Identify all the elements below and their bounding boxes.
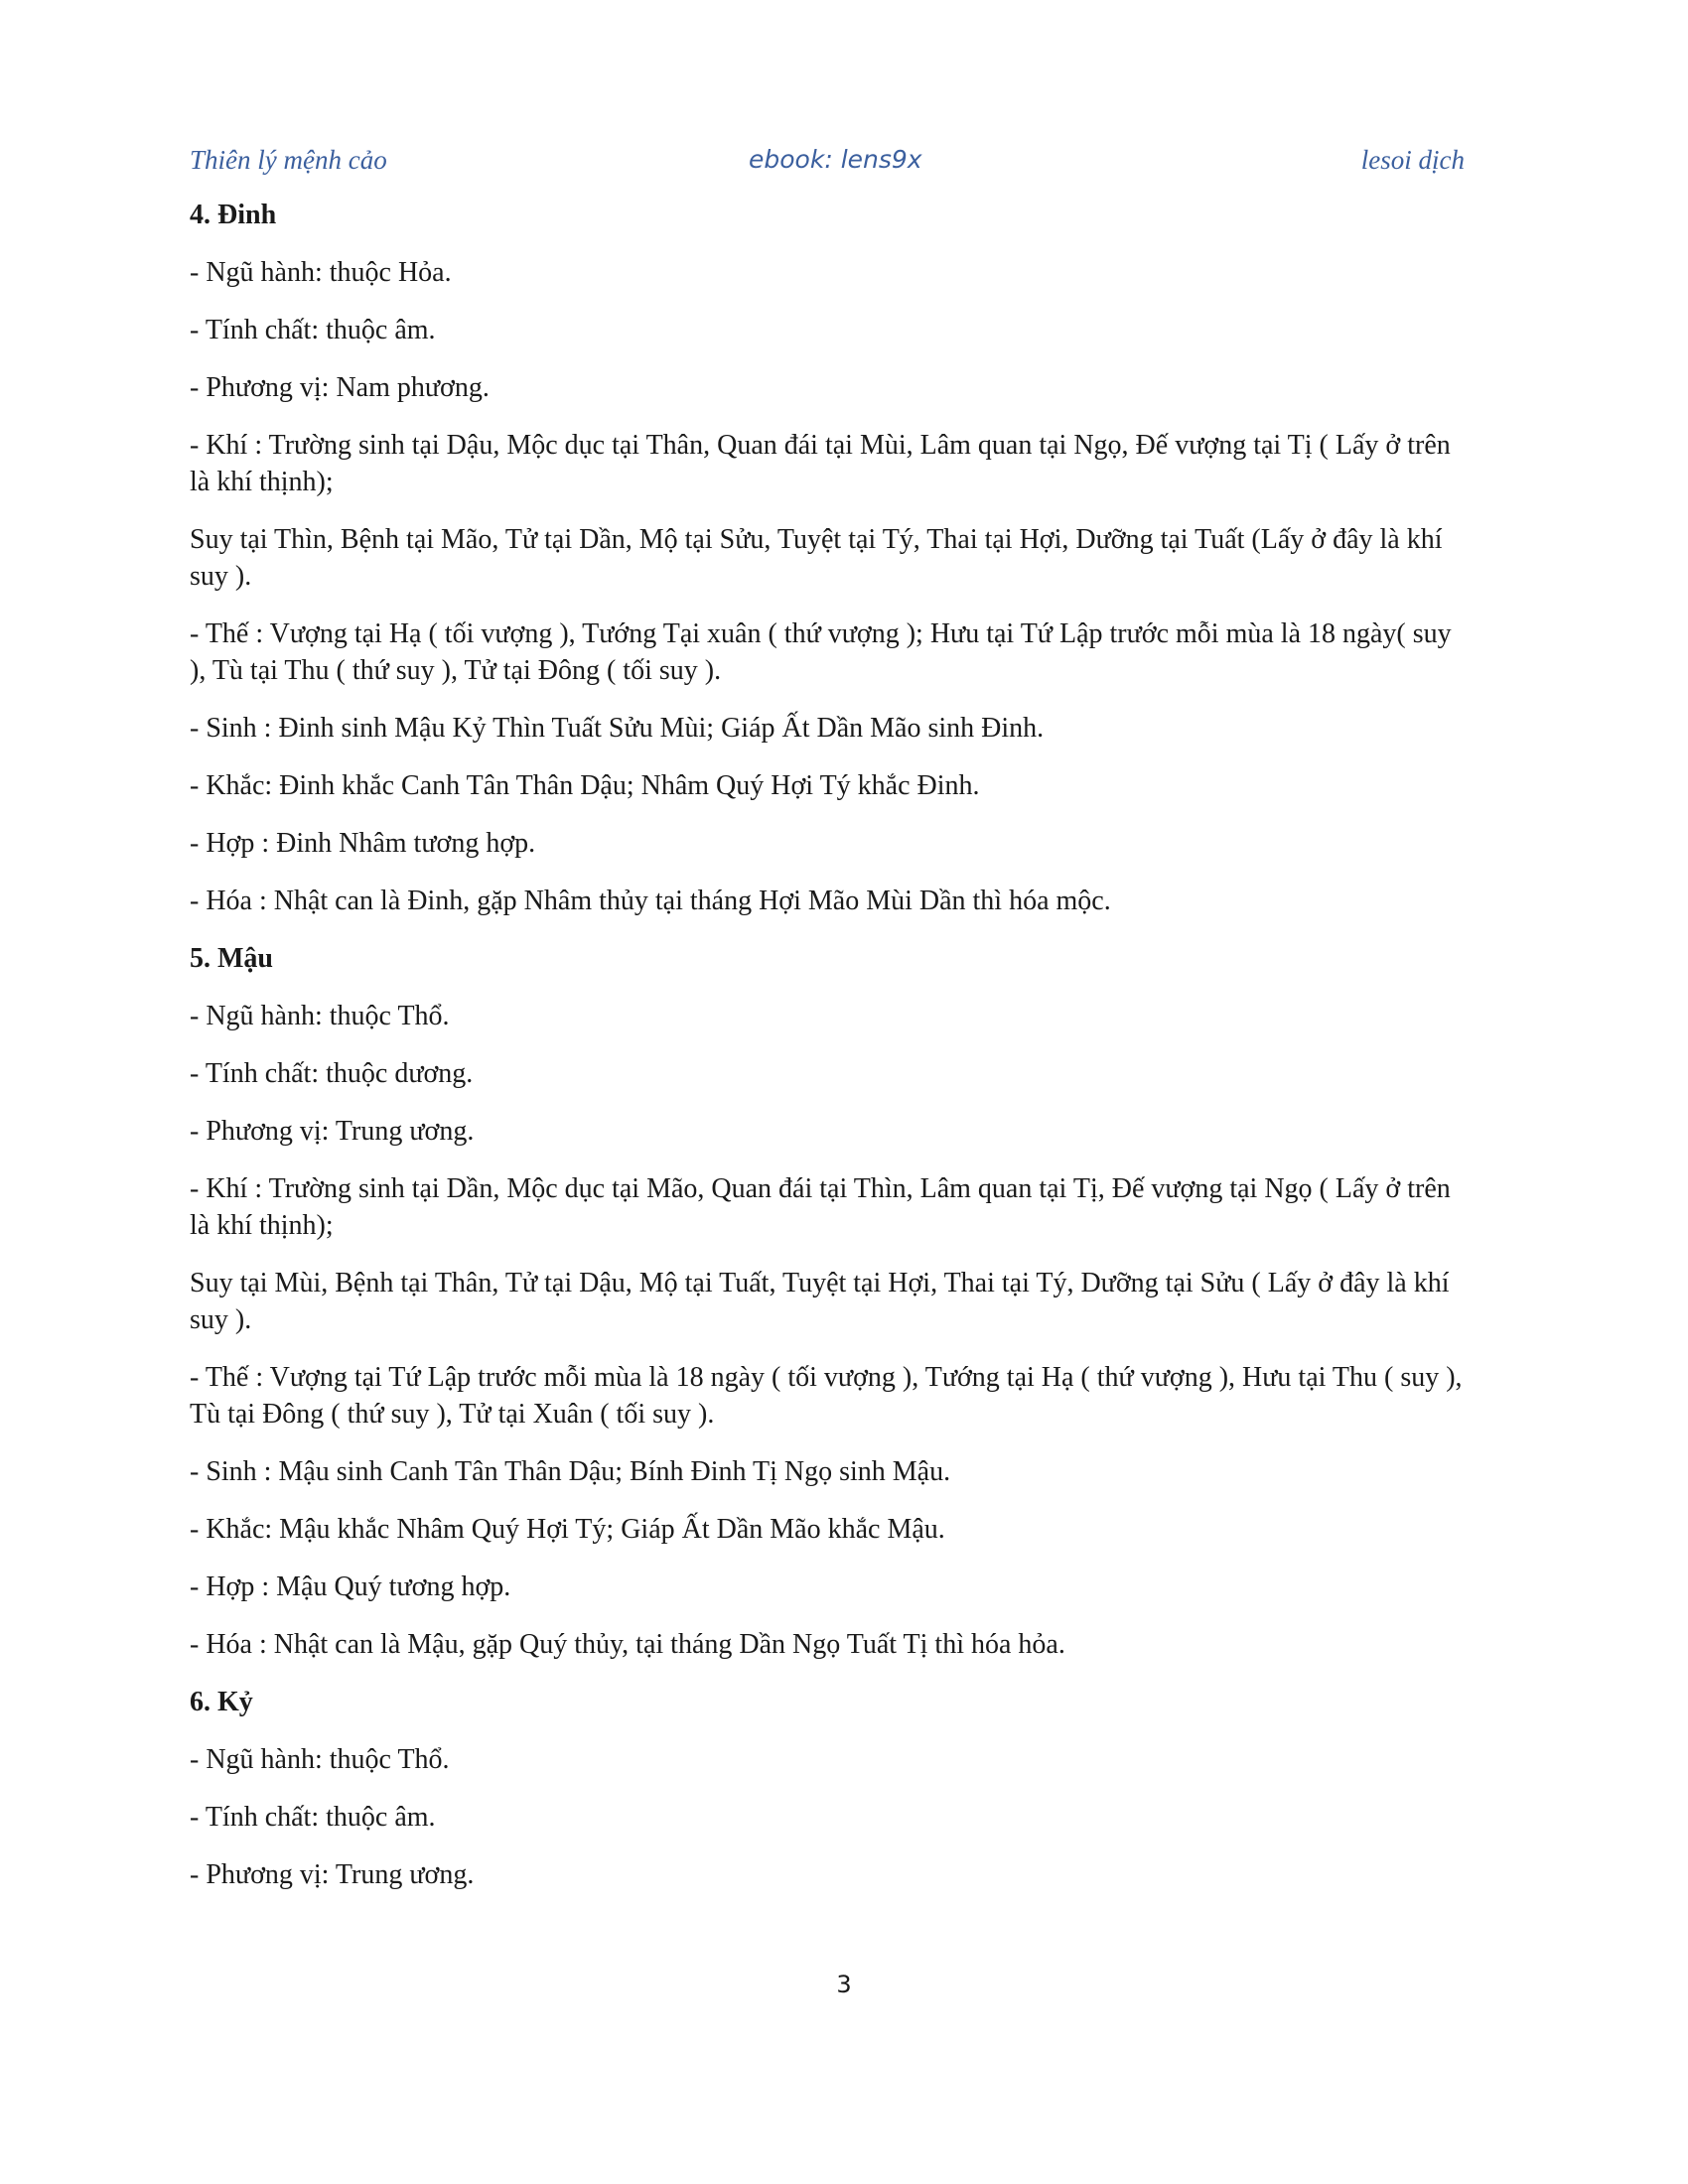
paragraph: - Ngũ hành: thuộc Thổ. xyxy=(190,1744,450,1775)
section-heading-ky: 6. Kỷ xyxy=(190,1687,253,1717)
paragraph: - Hợp : Đinh Nhâm tương hợp. xyxy=(190,828,536,859)
paragraph: - Phương vị: Nam phương. xyxy=(190,372,490,403)
section-heading-dinh: 4. Đinh xyxy=(190,200,277,230)
paragraph: - Phương vị: Trung ương. xyxy=(190,1116,475,1147)
paragraph: - Hợp : Mậu Quý tương hợp. xyxy=(190,1571,511,1602)
paragraph: - Thế : Vượng tại Tứ Lập trước mỗi mùa là 18 ngày ( tối vượng ), Tướng tại Hạ ( thứ vượng ), Hưu tại Thu ( suy ), Tù tại Đông ( thứ suy ), Tử tại Xuân ( tối suy ). xyxy=(190,1362,1463,1430)
paragraph: Suy tại Thìn, Bệnh tại Mão, Tử tại Dần, Mộ tại Sửu, Tuyệt tại Tý, Thai tại Hợi, Dưỡng tại Tuất (Lấy ở đây là khí suy ). xyxy=(190,524,1443,592)
header-ebook-credit: ebook: lens9x xyxy=(749,145,922,174)
page-header xyxy=(190,145,1465,185)
paragraph: - Thế : Vượng tại Hạ ( tối vượng ), Tướng Tại xuân ( thứ vượng ); Hưu tại Tứ Lập trước mỗi mùa là 18 ngày( suy ), Tù tại Thu ( thứ suy ), Tử tại Đông ( tối suy ). xyxy=(190,618,1452,686)
paragraph: - Ngũ hành: thuộc Hỏa. xyxy=(190,257,452,288)
paragraph: - Khắc: Mậu khắc Nhâm Quý Hợi Tý; Giáp Ất Dần Mão khắc Mậu. xyxy=(190,1514,945,1545)
page-number: 3 xyxy=(836,1971,852,1998)
paragraph: - Sinh : Mậu sinh Canh Tân Thân Dậu; Bính Đinh Tị Ngọ sinh Mậu. xyxy=(190,1456,951,1487)
paragraph: - Tính chất: thuộc âm. xyxy=(190,315,436,345)
paragraph: - Sinh : Đinh sinh Mậu Kỷ Thìn Tuất Sửu Mùi; Giáp Ất Dần Mão sinh Đinh. xyxy=(190,713,1045,744)
paragraph: - Khắc: Đinh khắc Canh Tân Thân Dậu; Nhâm Quý Hợi Tý khắc Đinh. xyxy=(190,770,980,801)
paragraph: - Khí : Trường sinh tại Dậu, Mộc dục tại Thân, Quan đái tại Mùi, Lâm quan tại Ngọ, Đế vượng tại Tị ( Lấy ở trên là khí thịnh); xyxy=(190,430,1451,497)
header-translator-credit: lesoi dịch xyxy=(1360,145,1465,175)
section-heading-mau: 5. Mậu xyxy=(190,943,273,974)
paragraph: - Khí : Trường sinh tại Dần, Mộc dục tại Mão, Quan đái tại Thìn, Lâm quan tại Tị, Đế vượng tại Ngọ ( Lấy ở trên là khí thịnh); xyxy=(190,1173,1451,1241)
paragraph: - Hóa : Nhật can là Mậu, gặp Quý thủy, tại tháng Dần Ngọ Tuất Tị thì hóa hỏa. xyxy=(190,1629,1065,1660)
document-body xyxy=(190,197,1471,1914)
paragraph: Suy tại Mùi, Bệnh tại Thân, Tử tại Dậu, Mộ tại Tuất, Tuyệt tại Hợi, Thai tại Tý, Dưỡng tại Sửu ( Lấy ở đây là khí suy ). xyxy=(190,1268,1450,1335)
paragraph: - Hóa : Nhật can là Đinh, gặp Nhâm thủy tại tháng Hợi Mão Mùi Dần thì hóa mộc. xyxy=(190,886,1111,916)
header-book-title: Thiên lý mệnh cảo xyxy=(190,145,387,175)
paragraph: - Tính chất: thuộc dương. xyxy=(190,1058,474,1089)
paragraph: - Phương vị: Trung ương. xyxy=(190,1859,475,1890)
paragraph: - Ngũ hành: thuộc Thổ. xyxy=(190,1001,450,1031)
paragraph: - Tính chất: thuộc âm. xyxy=(190,1802,436,1833)
